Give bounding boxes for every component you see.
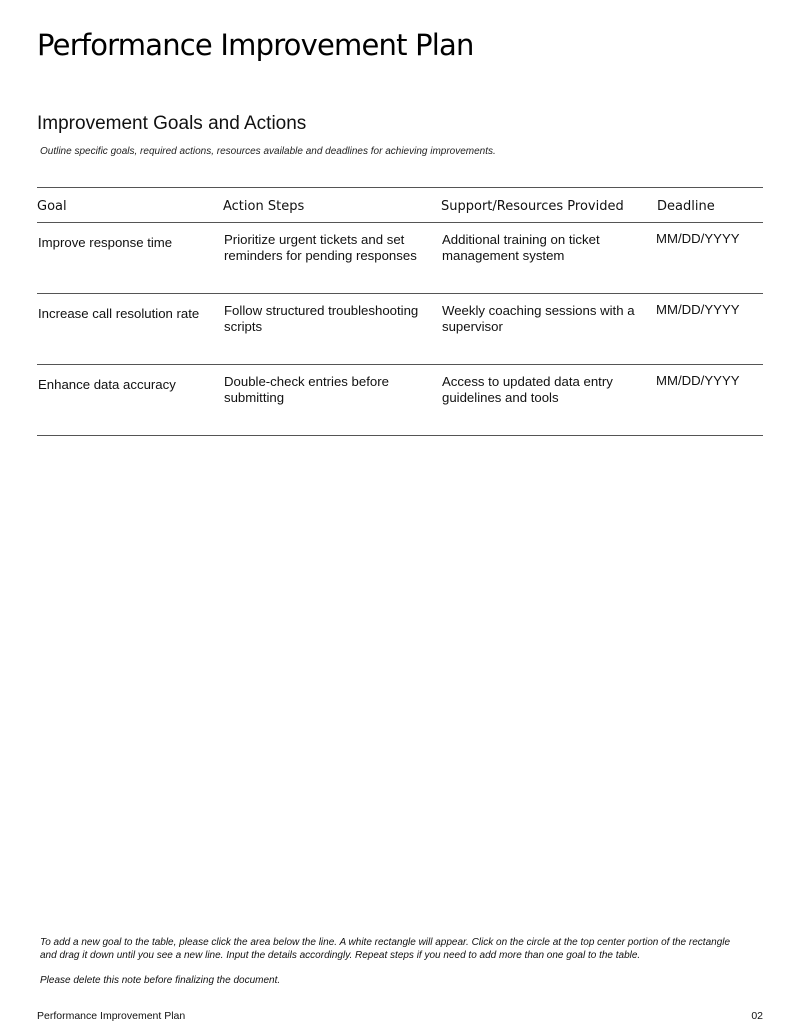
header-action-steps: Action Steps bbox=[223, 199, 305, 214]
goal-cell[interactable]: Enhance data accuracy bbox=[38, 377, 176, 392]
page-number: 02 bbox=[751, 1010, 763, 1022]
table-row bbox=[37, 223, 763, 294]
action-cell[interactable]: Follow structured troubleshooting scripts bbox=[224, 303, 419, 334]
support-cell[interactable]: Weekly coaching sessions with a supervisor bbox=[442, 303, 635, 334]
header-support-resources: Support/Resources Provided bbox=[441, 199, 624, 214]
goal-cell[interactable]: Increase call resolution rate bbox=[38, 306, 200, 321]
goal-cell[interactable]: Improve response time bbox=[38, 235, 173, 250]
action-cell[interactable]: Double-check entries before submitting bbox=[224, 374, 389, 405]
page-title: Performance Improvement Plan bbox=[37, 28, 474, 62]
header-goal: Goal bbox=[37, 199, 67, 214]
header-deadline: Deadline bbox=[657, 199, 715, 214]
support-cell[interactable]: Access to updated data entry guidelines and tools bbox=[442, 374, 613, 405]
deadline-cell[interactable]: MM/DD/YYYY bbox=[656, 231, 740, 246]
goals-table bbox=[37, 187, 763, 436]
action-cell[interactable]: Prioritize urgent tickets and set reminders for pending responses bbox=[224, 232, 417, 263]
instruction-note bbox=[40, 936, 740, 999]
note-reminder: Please delete this note before finalizing the document. bbox=[40, 975, 281, 986]
section-description: Outline specific goals, required actions, resources available and deadlines for achieving improvements. bbox=[40, 146, 496, 157]
table-row bbox=[37, 365, 763, 436]
support-cell[interactable]: Additional training on ticket management system bbox=[442, 232, 600, 263]
note-instructions: To add a new goal to the table, please click the area below the line. A white rectangle will appear. Click on the circle at the top center portion of the rectangle and drag it down until you see a new line. Input the details accordingly. Repeat steps if you need to add more than one goal to the table. bbox=[40, 937, 731, 961]
table-header-row bbox=[37, 188, 763, 223]
footer-title: Performance Improvement Plan bbox=[37, 1010, 186, 1022]
section-title: Improvement Goals and Actions bbox=[37, 113, 307, 134]
deadline-cell[interactable]: MM/DD/YYYY bbox=[656, 302, 740, 317]
deadline-cell[interactable]: MM/DD/YYYY bbox=[656, 373, 740, 388]
table-row bbox=[37, 294, 763, 365]
